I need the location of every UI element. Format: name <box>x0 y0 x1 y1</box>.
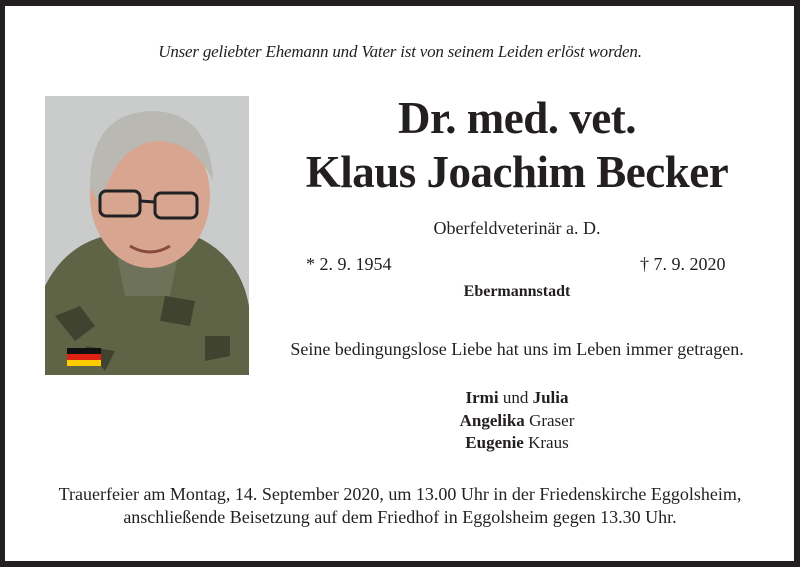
name-full: Klaus Joachim Becker <box>305 147 729 197</box>
mourner-first: Angelika <box>459 411 525 430</box>
mourner-line <box>284 388 750 408</box>
funeral-info-line: anschließende Beisetzung auf dem Friedhof in Eggolsheim gegen 13.30 Uhr. <box>123 507 677 527</box>
mourner-last: Kraus <box>528 433 569 452</box>
birth-date: * 2. 9. 1954 <box>306 254 392 274</box>
mourner-line <box>284 433 750 453</box>
death-date: † 7. 9. 2020 <box>640 254 726 274</box>
funeral-info-line: Trauerfeier am Montag, 14. September 2020, um 13.00 Uhr in der Friedenskirche Eggolsheim, <box>58 484 742 504</box>
mourner-line <box>284 411 750 431</box>
mourner-last: Graser <box>529 411 575 430</box>
portrait-photo <box>45 96 249 375</box>
mourner-last: Julia <box>532 388 569 407</box>
mourner-first: Irmi <box>465 388 499 407</box>
name-title: Dr. med. vet. <box>397 93 637 143</box>
intro-text: Unser geliebter Ehemann und Vater ist von seinem Leiden erlöst worden. <box>158 42 642 61</box>
mourner-first: Eugenie <box>465 433 524 452</box>
place: Ebermannstadt <box>463 283 571 300</box>
mourner-connector: und <box>498 388 533 407</box>
rank: Oberfeldveterinär a. D. <box>433 218 601 238</box>
quote: Seine bedingungslose Liebe hat uns im Leben immer getragen. <box>290 339 744 359</box>
